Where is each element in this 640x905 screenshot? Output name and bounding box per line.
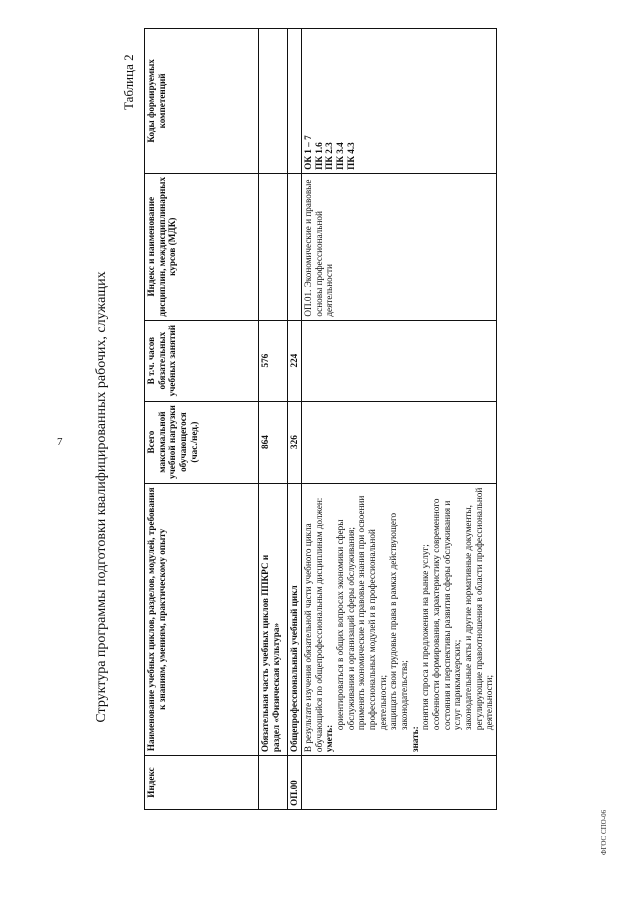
cell-empty <box>288 173 302 320</box>
table-row <box>302 29 497 810</box>
rotated-page-content <box>92 32 592 862</box>
general-cycle-index: ОП.00 <box>288 756 302 810</box>
page-number: 7 <box>57 436 63 448</box>
cell-empty <box>288 29 302 174</box>
header-discipline: Индекс и наименование дисциплин, междисциплинарных курсов (МДК) <box>145 173 259 320</box>
competence-code: ПК 4.3 <box>345 142 356 170</box>
op01-discipline: ОП.01. Экономические и правовые основы профессиональной деятельности <box>302 173 497 320</box>
mandatory-part-max-load: 864 <box>259 401 288 483</box>
mandatory-part-name-line1: Обязательная часть учебных циклов ППКРС и <box>260 554 270 753</box>
cell-empty <box>259 173 288 320</box>
can-item: применять экономические и правовые знания при освоении профессиональных модулей и в профессиональной деятельности; <box>356 495 388 731</box>
table-row <box>259 29 288 810</box>
document-title: Структура программы подготовки квалифицированных рабочих, служащих <box>94 271 109 723</box>
know-label: знать: <box>409 726 420 753</box>
general-cycle-mandatory: 224 <box>288 320 302 401</box>
can-item: ориентироваться в общих вопросах экономики сферы обслуживания и организаций сферы обслуживания; <box>335 519 356 731</box>
cell-empty <box>302 320 497 401</box>
op01-intro: В результате изучения обязательной части учебного цикла обучающийся по общепрофессиональным дисциплинам должен: <box>303 497 324 753</box>
cell-empty <box>302 401 497 483</box>
know-item: понятия спроса и предложения на рынке услуг; <box>420 544 431 731</box>
competence-code: ПК 3.4 <box>335 142 346 170</box>
general-cycle-max-load: 326 <box>288 401 302 483</box>
table-label: Таблица 2 <box>121 54 136 110</box>
op01-requirements <box>302 483 497 756</box>
cell-empty <box>259 29 288 174</box>
footer-code: ФГОС СПО-06 <box>600 809 608 855</box>
mandatory-part-name-line2: раздел «Физическая культура» <box>270 622 281 753</box>
cell-index-empty <box>302 756 497 810</box>
table-row <box>288 29 302 810</box>
header-mandatory: В т.ч. часов обязательных учебных занятий <box>145 320 259 401</box>
know-item: законодательные акты и другие нормативные документы, регулирующие правоотношения в области профессиональной деятельности; <box>463 487 495 731</box>
table-header-row <box>145 29 259 810</box>
general-cycle-name: Общепрофессиональный учебный цикл <box>288 483 302 756</box>
know-item: особенности формирования, характеристику современного состояния и перспективы развития сферы обслуживания и услуг парикмахерских; <box>431 498 463 731</box>
competence-code: ПК 1.6 <box>313 142 324 170</box>
header-competences: Коды формируемых компетенций <box>145 29 259 174</box>
header-name: Наименование учебных циклов, разделов, модулей, требования к знаниям, умениям, практическому опыту <box>145 483 259 756</box>
mandatory-part-name <box>259 483 288 756</box>
program-structure-table <box>144 28 497 810</box>
header-index: Индекс <box>145 756 259 810</box>
op01-competences <box>302 29 497 174</box>
header-max-load: Всего максимальной учебной нагрузки обучающегося (час./нед.) <box>145 401 259 483</box>
can-label: уметь: <box>324 724 335 753</box>
cell-index-empty <box>259 756 288 810</box>
can-item: защищать свои трудовые права в рамках действующего законодательства; <box>388 512 410 731</box>
competence-code: ПК 2.3 <box>324 142 335 170</box>
competence-code: ОК 1 – 7 <box>303 135 313 170</box>
mandatory-part-mandatory: 576 <box>259 320 288 401</box>
